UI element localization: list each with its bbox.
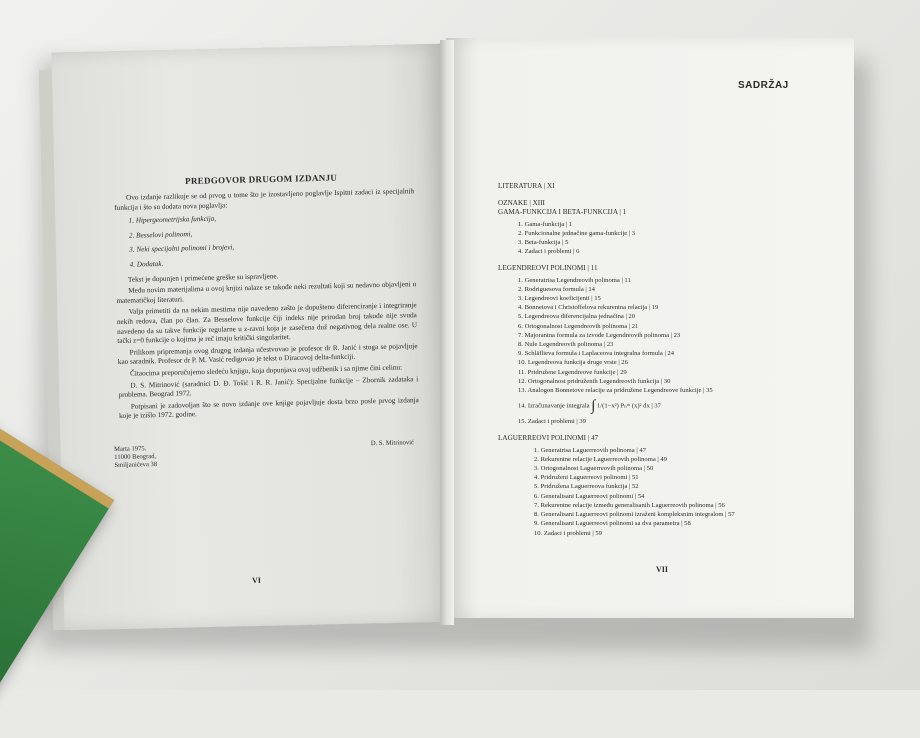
table-of-contents [498, 182, 798, 538]
preface-paragraph: Potpisani je zadovoljan što se novo izdanje ove knjige pojavljuje dosta brzo posle prvog izdanja koje je izišlo 1972. godine. [118, 395, 419, 421]
integral-label: 14. Izračunavanje integrala [518, 402, 590, 410]
toc-item: 4. Bonnetova i Christoffelova rekurentna relacija | 19 [518, 304, 659, 312]
toc-literatura: LITERATURA | XI [498, 182, 555, 190]
preface-body [114, 187, 419, 424]
chapter-item: 3. Neki specijalni polinomi i brojevi, [129, 243, 235, 255]
toc-item: 9. Schläflieva formula i Laplaceova integralna formula | 24 [518, 350, 675, 358]
toc-item: 10. Legendreova funkcija druge vrste | 26 [518, 359, 628, 367]
place-date-line: Smiljanićeva 38 [114, 461, 158, 469]
toc-oznake: OZNAKE | XIII [498, 199, 545, 208]
toc-section-items [518, 220, 798, 257]
preface-paragraph: Valja primetiti da na nekim mestima nije navedeno zašto je dopušteno diferenciranje i integriranje nekih redova, član po član. Za Besselove funkcije čiji indeks nije prirodan broj takođe nije svuda navedeno da su takve funkcije regularne u z-ravni koja je zasečena duž negativnog dela realne ose. U tački z=0 funkcije o kojima je reč imaju kritički singularitet. [116, 301, 418, 346]
chapter-item: 4. Dodatak. [129, 259, 164, 269]
toc-item: 1. Generatrisa Laguerreovih polinoma | 47 [534, 446, 646, 454]
toc-section-items [534, 446, 798, 538]
place-date-line: 11000 Beograd, [114, 453, 157, 461]
toc-item: 9. Generalisani Laguerreovi polinomi sa dva parametra | 58 [534, 520, 691, 528]
preface-paragraph: Prilikom pripremanja ovog drugog izdanja učestvovao je profesor dr R. Janić i stoga se pojavljuje kao saradnik. Profesor dr P. M. Vasić redigovao je tekst o Diracovoj delta-funkciji. [117, 341, 418, 367]
toc-item: 2. Funkcionalne jednačine gama-funkcije | 3 [518, 229, 636, 237]
right-page-number: VII [656, 565, 669, 574]
place-date-line: Marta 1975. [114, 445, 147, 453]
preface-paragraph: Među novim materijalima u ovoj knjizi nalaze se takođe neki rezultati koji su nedavno objavljeni u matematičkoj literaturi. [116, 280, 417, 305]
toc-item: 7. Majorantna formula za izvode Legendreovih polinoma | 23 [518, 331, 681, 339]
toc-item: 4. Zadaci i problemi | 6 [518, 248, 580, 256]
toc-item: 2. Rekurentne relacije Laguerreovih polinoma | 49 [534, 455, 667, 463]
left-page-number: VI [252, 575, 262, 585]
toc-item: 2. Rodriguesova formula | 14 [518, 285, 595, 293]
integral-sign-icon: ∫ [591, 398, 596, 415]
preface-paragraph: Čitaocima preporučujemo sledeću knjigu, koja dopunjava ovaj udžbenik i sa njime čini celinu: [129, 363, 403, 378]
toc-section-title: GAMA-FUNKCIJA I BETA-FUNKCIJA | 1 [498, 208, 627, 217]
author-signature: D. S. Mitrinović [370, 439, 415, 448]
toc-item: 1. Gama-funkcija | 1 [518, 220, 573, 228]
book-gutter [440, 40, 454, 625]
toc-section-title: LAGUERREOVI POLINOMI | 47 [498, 434, 599, 443]
toc-item: 8. Nule Legendreovih polinoma | 23 [518, 341, 614, 349]
preface-intro: Ovo izdanje razlikuje se od prvog u tome što je izostavljeno poglavlje Ispitni zadaci iz specijalnih funkcija i što su dodata nova poglavlja: [114, 187, 415, 212]
preface-paragraph: D. S. Mitrinović (saradnici D. Đ. Tošić i R. R. Janić): Specijalne funkcije – Zbornik zadataka i problema. Beograd 1972. [118, 374, 419, 400]
toc-item: 15. Zadaci i problemi | 39 [518, 418, 586, 426]
integral-expression: 1/(1−x²) Pₙᵐ (x)² dx | 37 [597, 402, 661, 410]
toc-item: 5. Legendreova diferencijalna jednačina | 20 [518, 313, 636, 321]
chapter-item: 1. Hipergeometrijska funkcija, [128, 214, 217, 225]
toc-item: 3. Beta-funkcija | 5 [518, 239, 569, 247]
toc-item: 3. Legendreovi koeficijenti | 15 [518, 295, 601, 303]
toc-item: 3. Ortogonalnost Laguerreovih polinoma | 50 [534, 465, 654, 473]
toc-item: 11. Pridružene Legendreove funkcije | 29 [518, 368, 627, 376]
toc-section-title: LEGENDREOVI POLINOMI | 11 [498, 264, 598, 273]
contents-heading: SADRŽAJ [738, 80, 789, 91]
toc-item: 13. Analogon Bonnetove relacije za pridružene Legendreove funkcije | 35 [518, 387, 713, 395]
toc-item-integral [518, 395, 798, 417]
chapter-item: 2. Besselovi polinomi, [128, 230, 193, 240]
toc-item: 6. Generalisani Laguerreovi polinomi | 54 [534, 492, 645, 500]
toc-section-items [518, 276, 798, 427]
preface-paragraph: Tekst je dopunjen i primećene greške su ispravljene. [127, 271, 279, 284]
toc-item: 4. Pridruženi Laguerreovi polinomi | 51 [534, 474, 639, 482]
toc-item: 7. Rekurentne relacije između generalisanih Laguerreovih polinoma | 56 [534, 501, 725, 509]
toc-item: 8. Generalisani Laguerreovi polinomi izraženi kompleksnim integralom | 57 [534, 511, 735, 519]
toc-item: 1. Generatrisa Legendreovih polinoma | 11 [518, 276, 631, 284]
toc-item: 10. Zadaci i problemi | 59 [534, 529, 602, 537]
toc-item: 5. Pridružena Laguerreova funkcija | 52 [534, 483, 639, 491]
new-chapters-list [129, 210, 416, 270]
toc-item: 12. Ortogonalnost pridruženih Legendreovih funkcija | 30 [518, 377, 671, 385]
preface-title: PREDGOVOR DRUGOM IZDANJU [185, 172, 338, 186]
toc-item: 6. Ortogonalnost Legendreovih polinoma | 21 [518, 322, 639, 330]
